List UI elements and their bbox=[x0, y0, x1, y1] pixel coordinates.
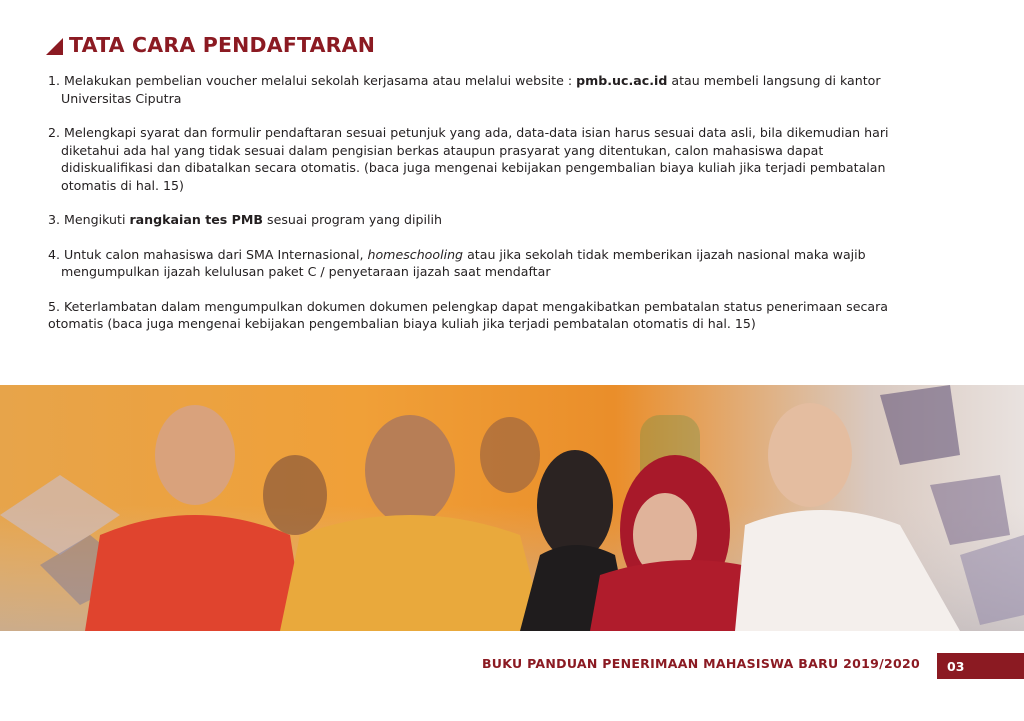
page-title: TATA CARA PENDAFTARAN bbox=[69, 33, 376, 57]
step-italic: homeschooling bbox=[367, 246, 464, 262]
step-3 bbox=[48, 211, 958, 229]
step-number: 5. bbox=[48, 298, 61, 314]
step-text: sesuai program yang dipilih bbox=[263, 212, 442, 227]
step-1 bbox=[48, 72, 958, 107]
step-text: otomatis di hal. 15) bbox=[61, 177, 184, 193]
step-text: Melakukan pembelian voucher melalui sekolah kerjasama atau melalui website : bbox=[64, 73, 577, 88]
website-link[interactable]: pmb.uc.ac.id bbox=[576, 73, 668, 88]
step-text: Untuk calon mahasiswa dari SMA Internasional, bbox=[64, 246, 368, 262]
step-emphasis: rangkaian tes PMB bbox=[129, 212, 264, 227]
step-text: atau jika sekolah tidak memberikan ijazah nasional maka wajib bbox=[463, 246, 866, 262]
step-number: 2. bbox=[48, 125, 61, 140]
step-text: diketahui ada hal yang tidak sesuai dalam pengisian berkas ataupun prasyarat yang ditentukan, calon mahasiswa dapat bbox=[61, 142, 824, 158]
step-text: didiskualifikasi dan dibatalkan secara otomatis. (baca juga mengenai kebijakan pengembalian biaya kuliah jika terjadi pembatalan bbox=[61, 160, 886, 175]
step-text: Keterlambatan dalam mengumpulkan dokumen dokumen pelengkap dapat mengakibatkan pembatalan status penerimaan secara bbox=[64, 298, 888, 314]
step-text: otomatis (baca juga mengenai kebijakan pengembalian biaya kuliah jika terjadi pembatalan otomatis di hal. 15) bbox=[48, 316, 756, 331]
step-text: atau membeli langsung di kantor bbox=[667, 73, 881, 88]
step-4 bbox=[48, 246, 958, 281]
step-text: mengumpulkan ijazah kelulusan paket C / penyetaraan ijazah saat mendaftar bbox=[61, 264, 551, 279]
step-text: Melengkapi syarat dan formulir pendaftaran sesuai petunjuk yang ada, data-data isian harus sesuai data asli, bila dikemudian hari bbox=[64, 125, 889, 140]
page-number: 03 bbox=[947, 658, 965, 674]
step-text: Universitas Ciputra bbox=[61, 90, 182, 106]
registration-steps bbox=[48, 72, 958, 350]
step-2 bbox=[48, 124, 958, 194]
page-number-badge bbox=[937, 653, 1024, 679]
footer-title: BUKU PANDUAN PENERIMAAN MAHASISWA BARU 2019/2020 bbox=[481, 656, 920, 671]
section-heading bbox=[46, 33, 375, 57]
students-photo bbox=[0, 385, 1024, 631]
step-number: 3. bbox=[48, 212, 61, 227]
triangle-marker-icon bbox=[46, 38, 63, 55]
step-number: 1. bbox=[48, 73, 61, 88]
step-number: 4. bbox=[48, 246, 61, 262]
step-text: Mengikuti bbox=[64, 212, 130, 227]
step-5 bbox=[48, 298, 958, 333]
